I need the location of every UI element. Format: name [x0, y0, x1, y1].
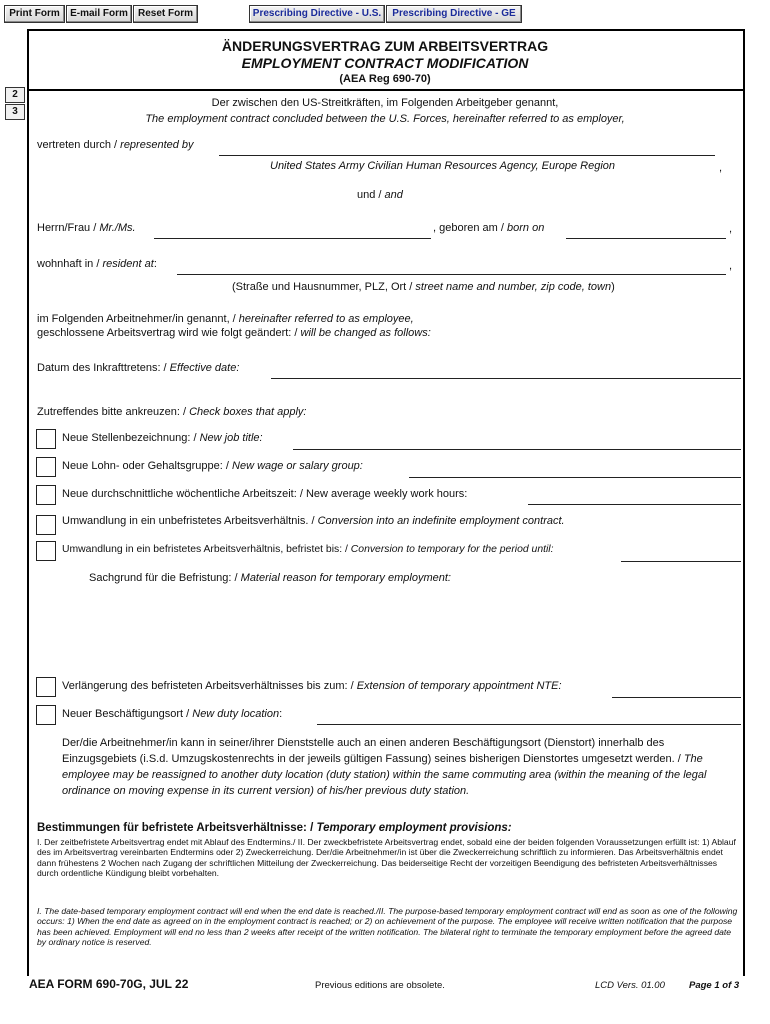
temporary-until-field[interactable] — [621, 561, 741, 562]
person-label: Herrn/Frau / Mr./Ms. — [37, 222, 136, 234]
form-identifier: AEA FORM 690-70G, JUL 22 — [29, 977, 189, 991]
extension-checkbox[interactable] — [36, 677, 56, 697]
person-name-field[interactable] — [154, 238, 431, 239]
and-label: und / and — [357, 189, 403, 201]
intro-english: The employment contract concluded between the U.S. Forces, hereinafter referred to as employer, — [145, 113, 625, 125]
employee-intro-line2: geschlossene Arbeitsvertrag wird wie folgt geändert: / will be changed as follows: — [37, 327, 431, 339]
obsolete-notice: Previous editions are obsolete. — [315, 980, 445, 991]
temporary-contract-label: Umwandlung in ein befristetes Arbeitsverhältnis, befristet bis: / Conversion to temporary for the period until: — [62, 544, 554, 555]
extension-label: Verlängerung des befristeten Arbeitsverhältnisses bis zum: / Extension of temporary appointment NTE: — [62, 680, 562, 692]
print-form-button[interactable]: Print Form — [4, 5, 65, 23]
effective-date-field[interactable] — [271, 378, 741, 379]
provisions-text-english: I. The date-based temporary employment contract will end when the end date is reached./II. The purpose-based temporary employment contract will end as soon as one of the following occurs: 1) When the end date as agreed on in the employment contract is reached; or 2) on achievement of the purpose. The employee will receive written notification that the purpose has been achieved. Employment will end no less than 2 weeks after receipt of the written notification. The bilateral right to terminate the temporary employment before the agreed date by ordinary notice is reserved. — [37, 906, 738, 948]
new-job-title-label: Neue Stellenbezeichnung: / New job title: — [62, 432, 263, 444]
represented-by-value: United States Army Civilian Human Resources Agency, Europe Region — [270, 160, 616, 172]
new-job-title-checkbox[interactable] — [36, 429, 56, 449]
email-form-button[interactable]: E-mail Form — [66, 5, 132, 23]
indefinite-contract-checkbox[interactable] — [36, 515, 56, 535]
regulation-reference: (AEA Reg 690-70) — [339, 73, 431, 85]
reset-form-button[interactable]: Reset Form — [133, 5, 198, 23]
new-duty-location-checkbox[interactable] — [36, 705, 56, 725]
page-3-link[interactable]: 3 — [5, 104, 25, 120]
indefinite-contract-label: Umwandlung in ein unbefristetes Arbeitsverhältnis. / Conversion into an indefinite employment contract. — [62, 515, 565, 527]
new-wage-group-checkbox[interactable] — [36, 457, 56, 477]
prescribing-directive-ge-button[interactable]: Prescribing Directive - GE — [386, 5, 522, 23]
intro-german: Der zwischen den US-Streitkräften, im Folgenden Arbeitgeber genannt, — [211, 97, 559, 109]
person-comma: , — [729, 223, 733, 235]
birth-date-field[interactable] — [566, 238, 726, 239]
weekly-hours-label: Neue durchschnittliche wöchentliche Arbeitszeit: / New average weekly work hours: — [62, 488, 468, 500]
provisions-heading: Bestimmungen für befristete Arbeitsverhältnisse: / Temporary employment provisions: — [37, 822, 512, 834]
employee-intro-line1: im Folgenden Arbeitnehmer/in genannt, / hereinafter referred to as employee, — [37, 313, 414, 325]
weekly-hours-checkbox[interactable] — [36, 485, 56, 505]
extension-date-field[interactable] — [612, 697, 741, 698]
new-wage-group-field[interactable] — [409, 477, 741, 478]
header-separator — [27, 89, 743, 91]
material-reason-label: Sachgrund für die Befristung: / Material reason for temporary employment: — [89, 572, 451, 584]
represented-by-label: vertreten durch / represented by — [37, 139, 194, 151]
resident-comma: , — [729, 260, 733, 272]
check-boxes-intro: Zutreffendes bitte ankreuzen: / Check boxes that apply: — [37, 406, 307, 418]
represented-by-field[interactable] — [219, 155, 715, 156]
provisions-text-german: I. Der zeitbefristete Arbeitsvertrag endet mit Ablauf des Endtermins./ II. Der zweckbefristete Arbeitsvertrag endet, sobald eine der beiden folgenden Voraussetzungen erfüllt ist: 1) Ablauf des im Arbeitsvertrag vereinbarten Endtermins oder 2) Zweckerreichung. Der/die Arbeitnehmer/in ist über die Zweckerreichung schriftlich zu informieren. Das Arbeitsverhältnis endet dann frühestens 2 Wochen nach Zugang der schriftlichen Mitteilung der Zweckerreichung. Das beiderseitige Recht der vorzeitigen Beendigung des befristeten Arbeitsverhältnisses durch ordentliche Kündigung bleibt vorbehalten. — [37, 837, 736, 879]
material-reason-field[interactable] — [89, 588, 739, 672]
new-duty-location-label: Neuer Beschäftigungsort / New duty location: — [62, 708, 283, 720]
new-job-title-field[interactable] — [293, 449, 741, 450]
reassignment-paragraph: Der/die Arbeitnehmer/in kann in seiner/ihrer Dienststelle auch an einen anderen Beschäftigungsort (Dienstort) innerhalb des Einzugsgebiets (i.S.d. Umzugskostenrechts in der jeweils gültigen Fassung) seines bisherigen Dienstortes umgesetzt werden. / The employee may be reassigned to another duty location (duty station) within the same commuting area (within the meaning of the legal ordinance on moving expense in its current version) of his/her previous duty station. — [62, 737, 707, 797]
new-duty-location-field[interactable] — [317, 724, 741, 725]
address-field[interactable] — [177, 274, 726, 275]
effective-date-label: Datum des Inkrafttretens: / Effective date: — [37, 362, 240, 374]
represented-comma: , — [719, 162, 723, 174]
prescribing-directive-us-button[interactable]: Prescribing Directive - U.S. — [249, 5, 385, 23]
resident-label: wohnhaft in / resident at: — [37, 258, 157, 270]
new-wage-group-label: Neue Lohn- oder Gehaltsgruppe: / New wage or salary group: — [62, 460, 363, 472]
title-german: ÄNDERUNGSVERTRAG ZUM ARBEITSVERTRAG — [221, 38, 549, 54]
temporary-contract-checkbox[interactable] — [36, 541, 56, 561]
weekly-hours-field[interactable] — [528, 504, 741, 505]
born-on-label: , geboren am / born on — [433, 222, 545, 234]
address-hint: (Straße und Hausnummer, PLZ, Ort / street name and number, zip code, town) — [232, 281, 615, 293]
page-2-link[interactable]: 2 — [5, 87, 25, 103]
page-indicator: Page 1 of 3 — [689, 980, 740, 991]
version-label: LCD Vers. 01.00 — [595, 980, 665, 991]
title-english: EMPLOYMENT CONTRACT MODIFICATION — [241, 55, 529, 71]
